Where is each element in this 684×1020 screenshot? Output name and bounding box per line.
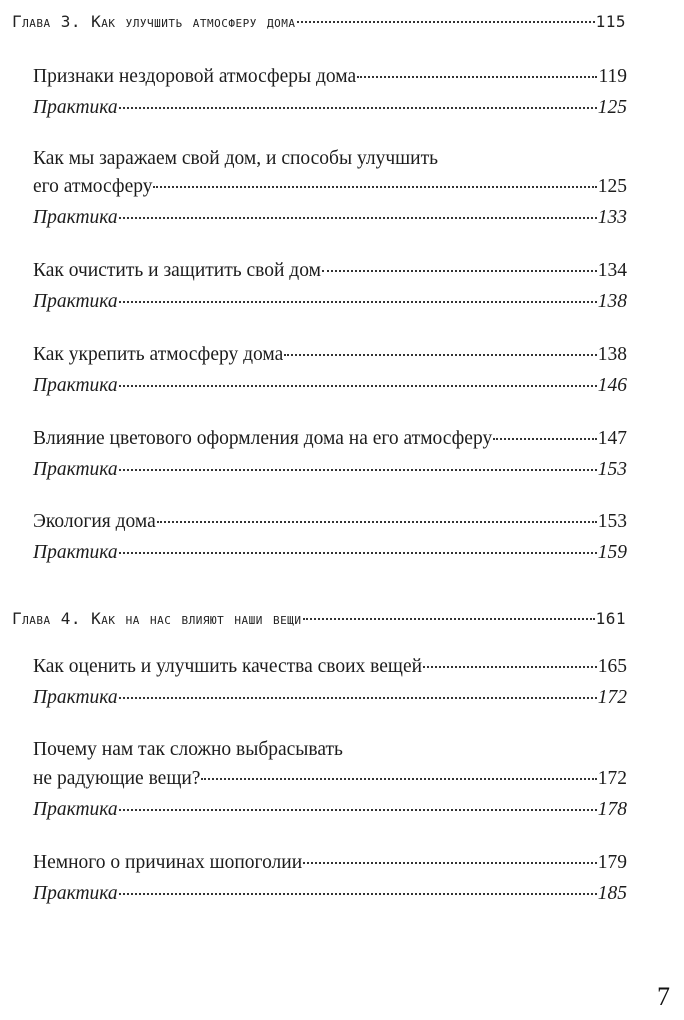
entry-page-number: 134: [597, 260, 627, 281]
dot-leader: [153, 186, 596, 188]
chapter-4-heading: [12, 609, 626, 628]
toc-entry: [33, 852, 627, 874]
chapter-3-heading: [12, 12, 626, 31]
practice-page-number: 172: [597, 687, 627, 708]
toc-entry: [33, 656, 627, 678]
entry-title: Как очистить и защитить свой дом: [33, 260, 321, 281]
toc-entry: [33, 260, 627, 282]
toc-practice: [33, 375, 627, 397]
dot-leader: [119, 809, 597, 811]
dot-leader: [493, 438, 597, 440]
toc-practice: [33, 542, 627, 564]
dot-leader: [423, 666, 597, 668]
dot-leader: [284, 354, 596, 356]
dot-leader: [322, 270, 597, 272]
practice-label: Практика: [33, 459, 118, 480]
practice-label: Практика: [33, 883, 118, 904]
chapter-page-number: 161: [595, 609, 626, 628]
practice-page-number: 125: [597, 97, 627, 118]
dot-leader: [157, 521, 597, 523]
toc-practice: [33, 459, 627, 481]
practice-label: Практика: [33, 291, 118, 312]
dot-leader: [303, 618, 595, 620]
toc-entry: [33, 768, 627, 790]
entry-page-number: 179: [597, 852, 627, 873]
entry-title: его атмосферу: [33, 176, 153, 197]
toc-practice: [33, 883, 627, 905]
toc-practice: [33, 799, 627, 821]
dot-leader: [119, 385, 597, 387]
entry-title: Влияние цветового оформления дома на его атмосферу: [33, 428, 493, 449]
toc-practice: [33, 97, 627, 119]
toc-entry: [33, 428, 627, 450]
practice-page-number: 185: [597, 883, 627, 904]
dot-leader: [303, 862, 597, 864]
chapter-page-number: 115: [595, 12, 626, 31]
dot-leader: [297, 21, 595, 23]
chapter-title: Глава 3. Как улучшить атмосферу дома: [12, 12, 296, 31]
entry-page-number: 147: [597, 428, 627, 449]
entry-title: Как оценить и улучшить качества своих вещей: [33, 656, 423, 677]
entry-title-first-line: Как мы заражаем свой дом, и способы улучшить: [33, 148, 438, 169]
toc-practice: [33, 687, 627, 709]
dot-leader: [119, 107, 597, 109]
entry-title: Как укрепить атмосферу дома: [33, 344, 284, 365]
toc-entry: [33, 511, 627, 533]
toc-entry: [33, 66, 627, 88]
toc-entry: [33, 176, 627, 198]
toc-practice: [33, 291, 627, 313]
dot-leader: [119, 893, 597, 895]
practice-page-number: 146: [597, 375, 627, 396]
practice-label: Практика: [33, 207, 118, 228]
practice-page-number: 153: [597, 459, 627, 480]
practice-label: Практика: [33, 97, 118, 118]
practice-label: Практика: [33, 687, 118, 708]
chapter-title: Глава 4. Как на нас влияют наши вещи: [12, 609, 302, 628]
entry-page-number: 138: [597, 344, 627, 365]
entry-title-first-line: Почему нам так сложно выбрасывать: [33, 739, 343, 760]
entry-page-number: 153: [597, 511, 627, 532]
toc-entry: [33, 344, 627, 366]
dot-leader: [119, 469, 597, 471]
entry-title: Экология дома: [33, 511, 156, 532]
entry-title: Немного о причинах шопоголии: [33, 852, 303, 873]
practice-label: Практика: [33, 799, 118, 820]
entry-title: Признаки нездоровой атмосферы дома: [33, 66, 357, 87]
practice-page-number: 178: [597, 799, 627, 820]
practice-label: Практика: [33, 375, 118, 396]
entry-page-number: 125: [597, 176, 627, 197]
practice-page-number: 138: [597, 291, 627, 312]
dot-leader: [119, 301, 597, 303]
dot-leader: [119, 552, 597, 554]
dot-leader: [119, 217, 597, 219]
entry-page-number: 172: [597, 768, 627, 789]
entry-page-number: 119: [598, 66, 627, 87]
toc-practice: [33, 207, 627, 229]
practice-page-number: 133: [597, 207, 627, 228]
page-number: 7: [657, 982, 670, 1011]
dot-leader: [119, 697, 597, 699]
practice-label: Практика: [33, 542, 118, 563]
entry-page-number: 165: [597, 656, 627, 677]
entry-title: не радующие вещи?: [33, 768, 201, 789]
practice-page-number: 159: [597, 542, 627, 563]
dot-leader: [357, 76, 597, 78]
dot-leader: [201, 778, 596, 780]
